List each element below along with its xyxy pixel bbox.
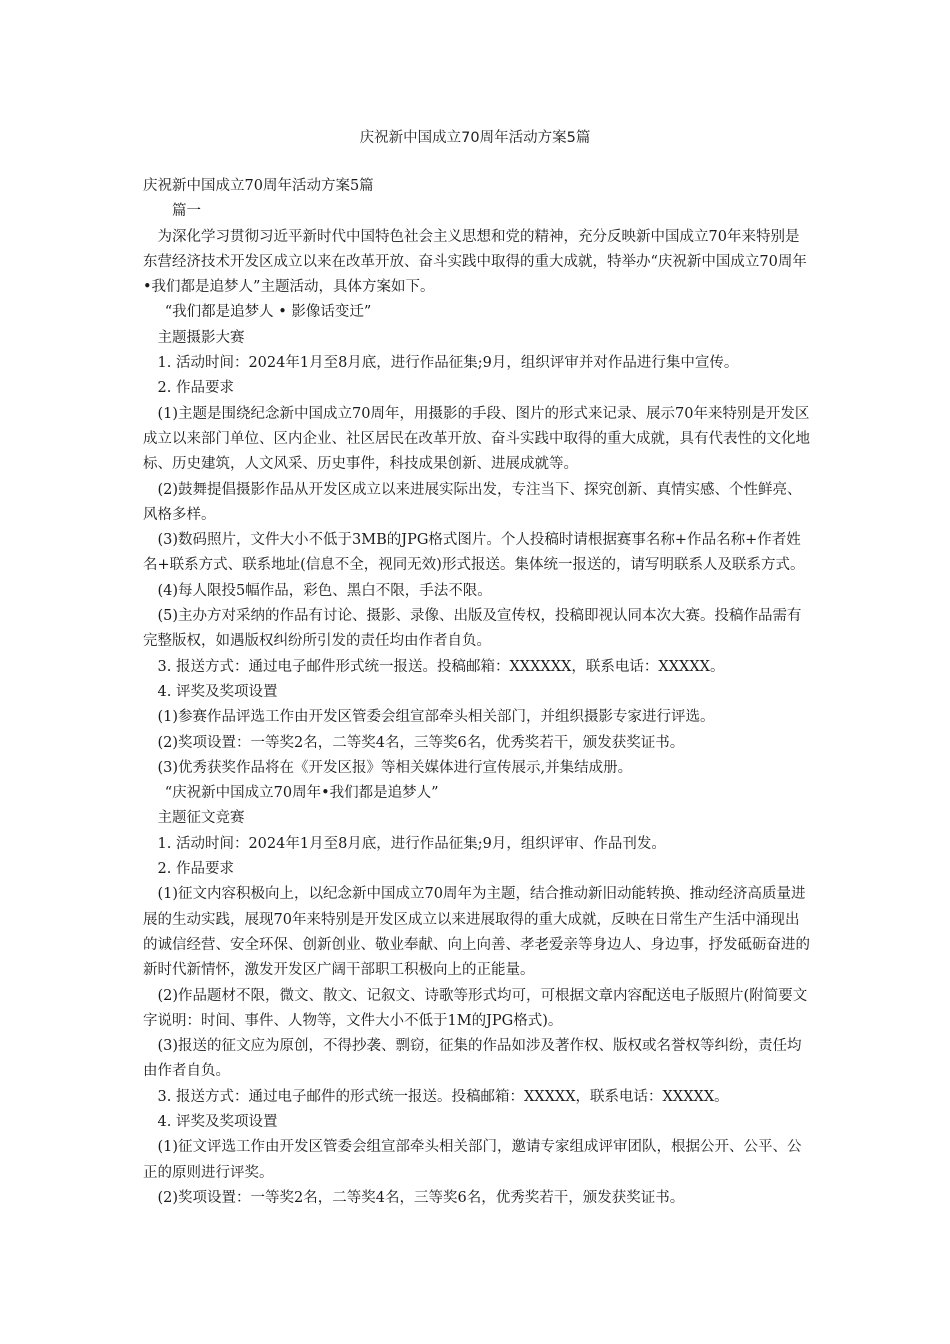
body-paragraph: 篇一 [172,203,201,220]
body-paragraph: 庆祝新中国成立70周年活动方案5篇 [143,178,374,194]
body-paragraph: (1)主题是围绕纪念新中国成立70周年，用摄影的手段、图片的形式来记录、展示70年来特别是开发区成立以来部门单位、区内企业、社区居民在改革开放、奋斗实践中取得的重大成就，具有代表性的文化地标、历史建筑，人文风采、历史事件，科技成果创新、进展成就等。 [143,405,810,473]
body-paragraph: 主题摄影大赛 [157,329,245,346]
body-paragraph: (1)参赛作品评选工作由开发区管委会组宣部牵头相关部门，并组织摄影专家进行评选。 [157,709,715,726]
body-paragraph: (2)鼓舞提倡摄影作品从开发区成立以来进展实际出发，专注当下、探究创新、真情实感、个性鲜亮、风格多样。 [143,481,802,523]
body-paragraph: “我们都是追梦人 • 影像话变迁” [164,304,372,321]
body-paragraph: 1. 活动时间：2024年1月至8月底，进行作品征集;9月，组织评审并对作品进行集中宣传。 [157,355,739,372]
body-paragraph: 3. 报送方式：通过电子邮件形式统一报送。投稿邮箱：XXXXXX，联系电话：XXXXX。 [157,658,725,675]
body-paragraph: (3)报送的征文应为原创，不得抄袭、剽窃，征集的作品如涉及著作权、版权或名誉权等纠纷，责任均由作者自负。 [143,1038,802,1080]
body-paragraph: (2)奖项设置：一等奖2名，二等奖4名，三等奖6名，优秀奖若干，颁发获奖证书。 [157,1189,685,1206]
document-title: 庆祝新中国成立70周年活动方案5篇 [359,130,591,146]
body-paragraph: 4. 评奖及奖项设置 [157,1113,278,1130]
body-paragraph: 3. 报送方式：通过电子邮件的形式统一报送。投稿邮箱：XXXXX，联系电话：XXXXX。 [157,1088,729,1105]
body-paragraph: (1)征文评选工作由开发区管委会组宣部牵头相关部门，邀请专家组成评审团队，根据公开、公平、公正的原则进行评奖。 [143,1139,802,1181]
body-paragraph: (5)主办方对采纳的作品有讨论、摄影、录像、出版及宣传权，投稿即视认同本次大赛。投稿作品需有完整版权，如遇版权纠纷所引发的责任均由作者自负。 [143,608,802,650]
body-paragraph: (2)奖项设置：一等奖2名，二等奖4名，三等奖6名，优秀奖若干，颁发获奖证书。 [157,734,685,751]
body-paragraph: (4)每人限投5幅作品，彩色、黑白不限，手法不限。 [157,582,492,599]
body-paragraph: 2. 作品要求 [157,861,234,878]
body-paragraph: “庆祝新中国成立70周年•我们都是追梦人” [164,785,439,802]
body-paragraph: 4. 评奖及奖项设置 [157,683,278,700]
body-paragraph: 1. 活动时间：2024年1月至8月底，进行作品征集;9月，组织评审、作品刊发。 [157,835,666,852]
body-paragraph: (3)优秀获奖作品将在《开发区报》等相关媒体进行宣传展示,并集结成册。 [157,759,633,776]
body-paragraph: (2)作品题材不限，微文、散文、记叙文、诗歌等形式均可，可根据文章内容配送电子版照片(附简要文字说明：时间、事件、人物等，文件大小不低于1M的JPG格式)。 [143,987,808,1029]
body-paragraph: 2. 作品要求 [157,380,234,397]
body-paragraph: 为深化学习贯彻习近平新时代中国特色社会主义思想和党的精神，充分反映新中国成立70年来特别是东营经济技术开发区成立以来在改革开放、奋斗实践中取得的重大成就，特举办“庆祝新中国成立70周年•我们都是追梦人”主题活动，具体方案如下。 [143,228,807,296]
body-paragraph: 主题征文竞赛 [157,810,245,827]
body-paragraph: (1)征文内容积极向上，以纪念新中国成立70周年为主题，结合推动新旧动能转换、推动经济高质量进展的生动实践，展现70年来特别是开发区成立以来进展取得的重大成就，反映在日常生产生活中涌现出的诚信经营、安全环保、创新创业、敬业奉献、向上向善、孝老爱亲等身边人、身边事，抒发砥砺奋进的新时代新情怀，激发开发区广阔干部职工积极向上的正能量。 [143,886,810,979]
document-body [143,174,811,1211]
body-paragraph: (3)数码照片，文件大小不低于3MB的JPG格式图片。个人投稿时请根据赛事名称+作品名称+作者姓名+联系方式、联系地址(信息不全，视同无效)形式报送。集体统一报送的，请写明联系人及联系方式。 [143,532,805,574]
